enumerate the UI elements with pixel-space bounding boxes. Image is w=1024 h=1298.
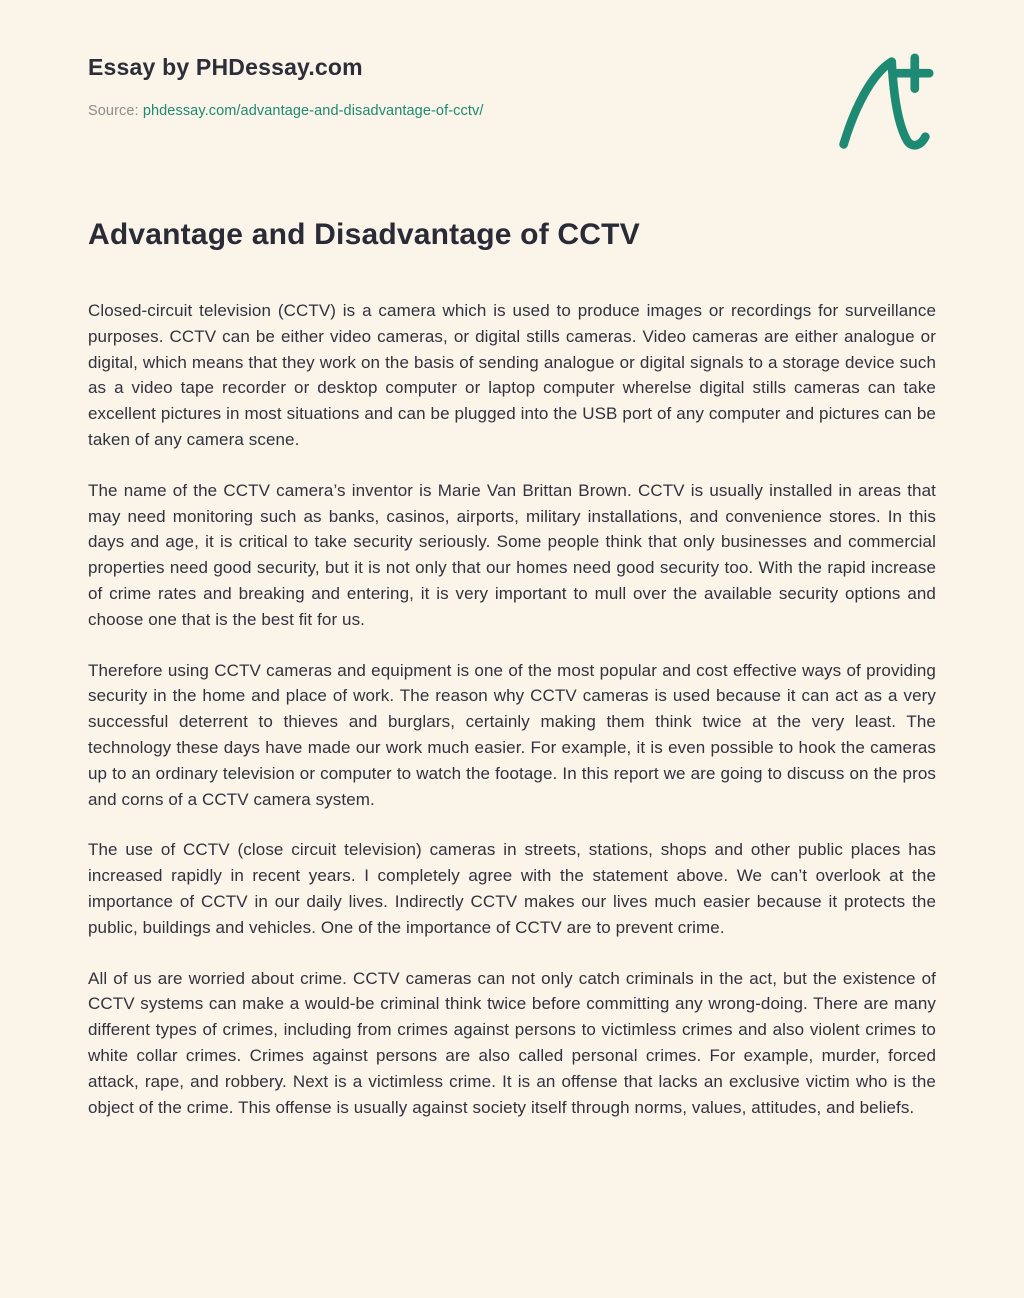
essay-title: Advantage and Disadvantage of CCTV [88,218,640,251]
source-label: Source: [88,103,143,119]
source-url-link[interactable]: phdessay.com/advantage-and-disadvantage-of-cctv/ [142,103,484,119]
header [88,50,936,156]
byline: Essay by PHDessay.com [88,54,363,80]
essay-body [88,298,936,1120]
essay-paragraph-1: Closed-circuit television (CCTV) is a camera which is used to produce images or recordings for surveillance purposes. CCTV can be either video cameras, or digital stills cameras. Video cameras are either analogue or digital, which means that they work on the basis of sending analogue or digital signals to a storage device such as a video tape recorder or desktop computer or laptop computer wherelse digital stills cameras can take excellent pictures in most situations and can be plugged into the USB port of any computer and pictures can be taken of any camera scene. [88,301,936,449]
essay-paragraph-4: The use of CCTV (close circuit television) cameras in streets, stations, shops and other public places has increased rapidly in recent years. I completely agree with the statement above. We can’t overlook at the importance of CCTV in our daily lives. Indirectly CCTV makes our lives much easier because it protects the public, buildings and vehicles. One of the importance of CCTV are to prevent crime. [88,840,936,937]
essay-paragraph-2: The name of the CCTV camera’s inventor is Marie Van Brittan Brown. CCTV is usually installed in areas that may need monitoring such as banks, casinos, airports, military installations, and convenience stores. In this days and age, it is critical to take security seriously. Some people think that only businesses and commercial properties need good security, but it is not only that our homes need good security too. With the rapid increase of crime rates and breaking and entering, it is very important to mull over the available security options and choose one that is the best fit for us. [88,480,936,629]
phdessay-logo-icon [834,52,934,156]
source-line [88,103,483,119]
header-text-block [88,50,483,119]
essay-paragraph-3: Therefore using CCTV cameras and equipment is one of the most popular and cost effective ways of providing security in the home and place of work. The reason why CCTV cameras is used because it can act as a very successful deterrent to thieves and burglars, certainly making them think twice at the very least. The technology these days have made our work much easier. For example, it is even possible to hook the cameras up to an ordinary television or computer to watch the footage. In this report we are going to discuss on the pros and corns of a CCTV camera system. [88,660,936,809]
essay-paragraph-5: All of us are worried about crime. CCTV cameras can not only catch criminals in the act, but the existence of CCTV systems can make a would-be criminal think twice before committing any wrong-doing. There are many different types of crimes, including from crimes against persons to victimless crimes and also violent crimes to white collar crimes. Crimes against persons are also called personal crimes. For example, murder, forced attack, rape, and robbery. Next is a victimless crime. It is an offense that lacks an exclusive victim who is the object of the crime. This offense is usually against society itself through norms, values, attitudes, and beliefs. [88,968,936,1117]
